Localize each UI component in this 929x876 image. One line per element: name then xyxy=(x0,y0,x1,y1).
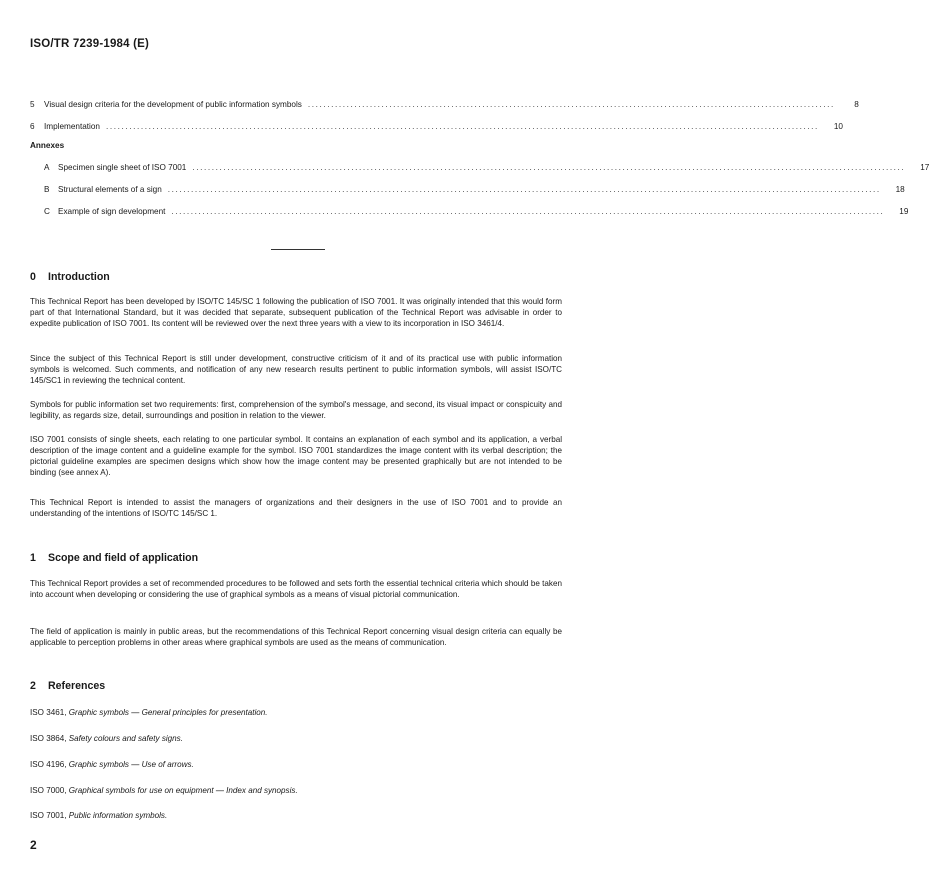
section-title: Introduction xyxy=(48,271,110,283)
section-number: 0 xyxy=(30,271,36,283)
section-number: 1 xyxy=(30,552,36,564)
toc-leader-dots: ........................................................................................................................................................................................ xyxy=(105,122,819,131)
annex-letter: C xyxy=(44,207,50,216)
toc-entry-number: 6 xyxy=(30,122,35,131)
annex-title: Structural elements of a sign xyxy=(58,185,162,194)
toc-entry xyxy=(30,117,843,131)
annexes-heading: Annexes xyxy=(30,141,65,150)
reference-title: Graphic symbols — General principles for presentation. xyxy=(68,708,268,717)
section-number: 2 xyxy=(30,680,36,692)
reference-code: ISO 3461, xyxy=(30,708,67,717)
toc-leader-dots: ........................................................................................................................................................................................ xyxy=(192,163,906,172)
toc-leader-dots: ........................................................................................................................................................................................ xyxy=(171,207,885,216)
annex-page: 18 xyxy=(895,185,905,194)
reference-code: ISO 7001, xyxy=(30,811,67,820)
paragraph: This Technical Report has been developed by ISO/TC 145/SC 1 following the publication of ISO 7001. It was originally intended that this would form part of that International Standard, but it was decided that separate, subsequent publication of the Technical Report was advisable in order to expedite publication of ISO 7001. Its content will be reviewed over the next three years with a view to its incorporation in ISO 3461/4. xyxy=(30,297,562,328)
paragraph: This Technical Report is intended to assist the managers of organizations and their designers in the use of ISO 7001 and to provide an understanding of the intentions of ISO/TC 145/SC 1. xyxy=(30,498,562,518)
reference-item xyxy=(30,811,167,820)
reference-title: Graphical symbols for use on equipment — Index and synopsis. xyxy=(68,786,298,795)
section-heading-scope xyxy=(30,552,198,564)
reference-code: ISO 4196, xyxy=(30,760,67,769)
section-title: References xyxy=(48,680,106,692)
reference-title: Safety colours and safety signs. xyxy=(68,734,183,743)
reference-code: ISO 7000, xyxy=(30,786,67,795)
paragraph: This Technical Report provides a set of recommended procedures to be followed and sets forth the essential technical criteria which should be taken into account when developing or considering the use of graphical symbols as a means of visual pictorial communication. xyxy=(30,579,562,599)
annex-page: 19 xyxy=(899,207,909,216)
toc-leader-dots: ........................................................................................................................................................................................ xyxy=(167,185,881,194)
toc-entry-page: 8 xyxy=(854,100,859,109)
toc-leader-dots: ........................................................................................................................................ xyxy=(307,100,835,109)
page-number: 2 xyxy=(30,838,37,852)
annex-letter: B xyxy=(44,185,50,194)
section-heading-introduction xyxy=(30,271,110,283)
reference-item xyxy=(30,786,298,795)
reference-title: Graphic symbols — Use of arrows. xyxy=(68,760,194,769)
annex-page: 17 xyxy=(920,163,929,172)
document-id: ISO/TR 7239-1984 (E) xyxy=(30,38,150,50)
reference-title: Public information symbols. xyxy=(68,811,168,820)
reference-item xyxy=(30,760,194,769)
section-divider xyxy=(271,249,325,250)
toc-annex-entry xyxy=(30,202,909,216)
section-title: Scope and field of application xyxy=(48,552,199,564)
reference-item xyxy=(30,734,183,743)
toc-entry-number: 5 xyxy=(30,100,35,109)
toc-entry-title: Implementation xyxy=(44,122,100,131)
toc-entry-page: 10 xyxy=(833,122,843,131)
paragraph: ISO 7001 consists of single sheets, each relating to one particular symbol. It contains an explanation of each symbol and its application, a verbal description of the image content and a guideline example for the symbol. ISO 7001 standardizes the image content with its verbal description; the pictorial guideline examples are specimen designs which show how the image content may be presented graphically but are not intended to be binding (see annex A). xyxy=(30,435,562,477)
paragraph: Since the subject of this Technical Report is still under development, constructive criticism of it and of its practical use with public information symbols is welcomed. Such comments, and notification of any new research results pertinent to public information symbols, will assist ISO/TC 145/SC1 in reviewing the technical content. xyxy=(30,354,562,385)
toc-annex-entry xyxy=(30,158,929,172)
annex-letter: A xyxy=(44,163,50,172)
reference-code: ISO 3864, xyxy=(30,734,67,743)
toc-annex-entry xyxy=(30,180,905,194)
reference-item xyxy=(30,708,268,717)
paragraph: The field of application is mainly in public areas, but the recommendations of this Technical Report concerning visual design criteria can equally be applicable to perception problems in other areas where graphical symbols are used as the means of communication. xyxy=(30,627,562,647)
toc-entry-title: Visual design criteria for the development of public information symbols xyxy=(44,100,302,109)
paragraph: Symbols for public information set two requirements: first, comprehension of the symbol's message, and second, its visual impact or conspicuity and legibility, as regards size, detail, surroundings and position in relation to the viewer. xyxy=(30,400,562,420)
section-heading-references xyxy=(30,680,105,692)
toc-entry xyxy=(30,95,859,109)
annex-title: Specimen single sheet of ISO 7001 xyxy=(58,163,187,172)
annex-title: Example of sign development xyxy=(58,207,166,216)
